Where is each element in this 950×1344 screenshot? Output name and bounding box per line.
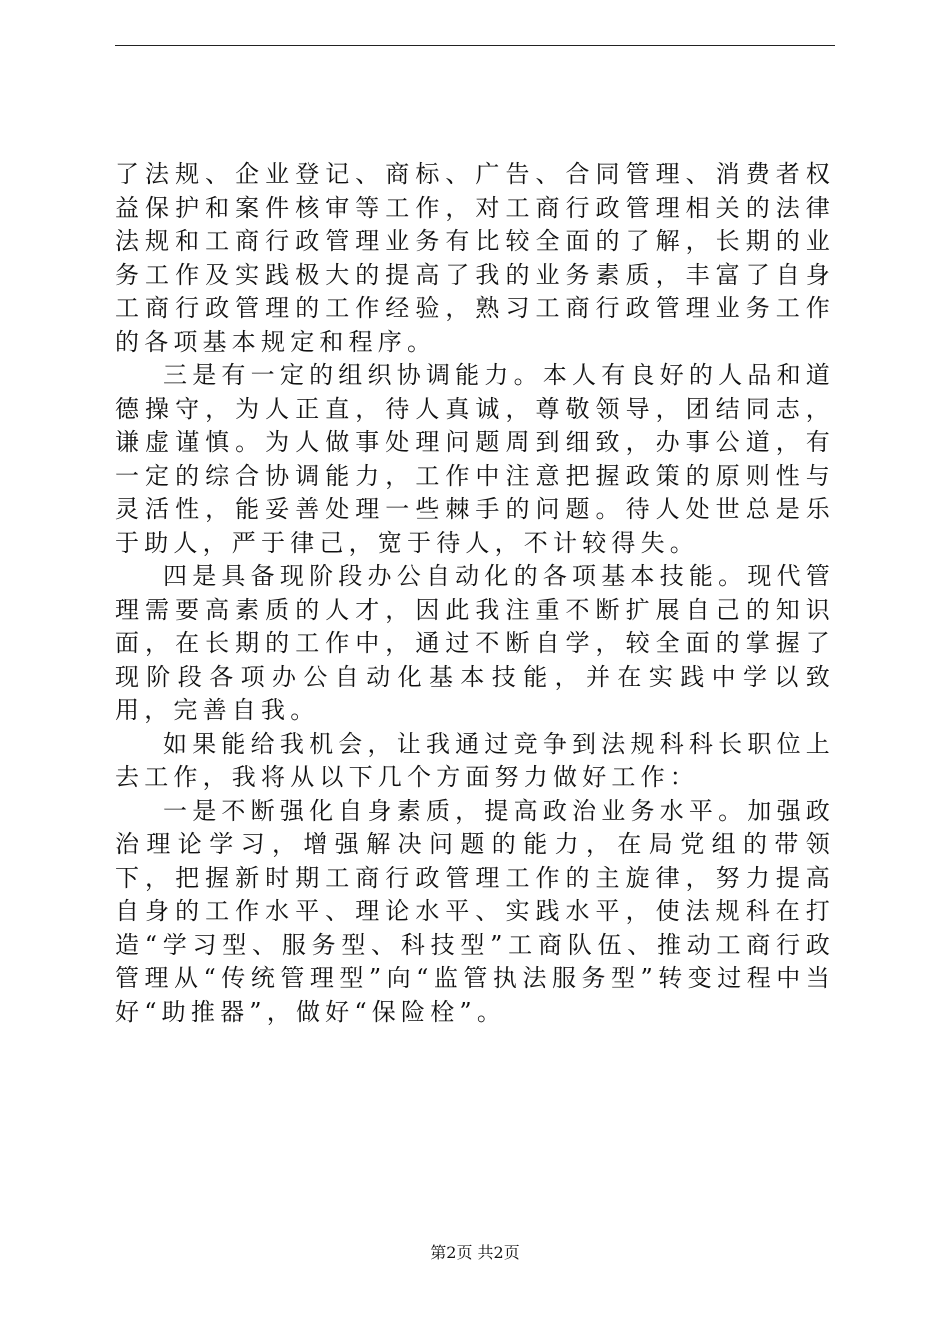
- document-body: [115, 158, 835, 1029]
- paragraph-third-point: 三是有一定的组织协调能力。本人有良好的人品和道德操守，为人正直，待人真诚，尊敬领导，团结同志，谦虚谨慎。为人做事处理问题周到细致，办事公道，有一定的综合协调能力，工作中注意把握政策的原则性与灵活性，能妥善处理一些棘手的问题。待人处世总是乐于助人，严于律己，宽于待人，不计较得失。: [115, 361, 835, 557]
- page-number-footer: 第2页 共2页: [430, 1243, 520, 1262]
- paragraph-plan-one: 一是不断强化自身素质，提高政治业务水平。加强政治理论学习，增强解决问题的能力，在局党组的带领下，把握新时期工商行政管理工作的主旋律，努力提高自身的工作水平、理论水平、实践水平，使法规科在打造“学习型、服务型、科技型”工商队伍、推动工商行政管理从“传统管理型”向“监管执法服务型”转变过程中当好“助推器”，做好“保险栓”。: [115, 796, 835, 1026]
- paragraph-continuation: 了法规、企业登记、商标、广告、合同管理、消费者权益保护和案件核审等工作，对工商行政管理相关的法律法规和工商行政管理业务有比较全面的了解，长期的业务工作及实践极大的提高了我的业务素质，丰富了自身工商行政管理的工作经验，熟习工商行政管理业务工作的各项基本规定和程序。: [115, 160, 835, 356]
- paragraph-fourth-point: 四是具备现阶段办公自动化的各项基本技能。现代管理需要高素质的人才，因此我注重不断扩展自己的知识面，在长期的工作中，通过不断自学，较全面的掌握了现阶段各项办公自动化基本技能，并在实践中学以致用，完善自我。: [115, 562, 835, 724]
- header-rule: [115, 45, 835, 46]
- paragraph-opportunity: 如果能给我机会，让我通过竞争到法规科科长职位上去工作，我将从以下几个方面努力做好工作：: [115, 729, 835, 791]
